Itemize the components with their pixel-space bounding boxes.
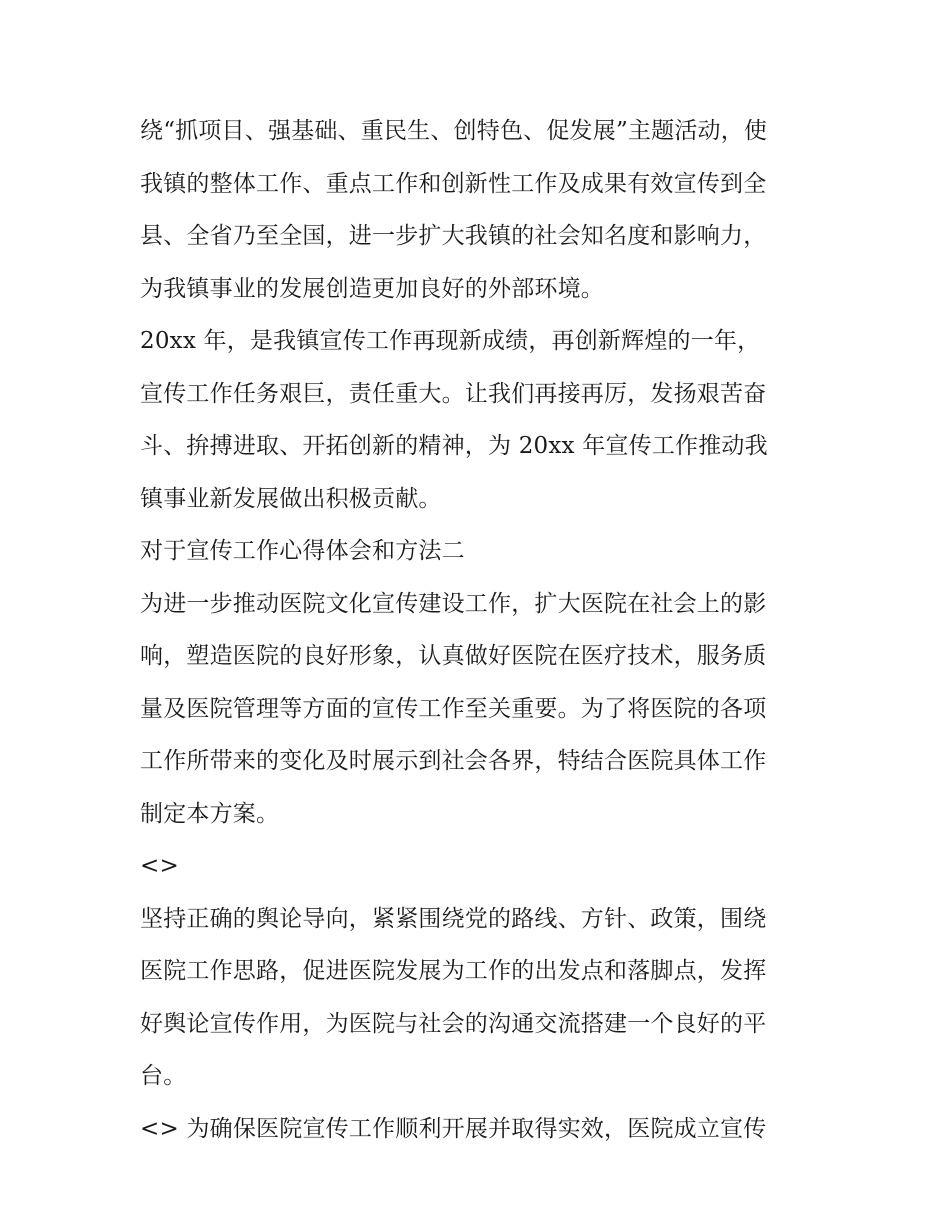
text-line: 制定本方案。 [140, 800, 280, 827]
document-body [140, 105, 820, 1155]
text-line: 绕“抓项目、强基础、重民生、创特色、促发展”主题活动，使 [140, 118, 768, 144]
text-line: 斗、拚搏进取、开拓创新的精神，为 20xx 年宣传工作推动我 [140, 433, 768, 459]
text-line: 响，塑造医院的良好形象，认真做好医院在医疗技术，服务质 [140, 643, 767, 669]
section-heading: 对于宣传工作心得体会和方法二 [140, 538, 465, 564]
text-line: 医院工作思路，促进医院发展为工作的出发点和落脚点，发挥 [140, 958, 767, 984]
text-line: 我镇的整体工作、重点工作和创新性工作及成果有效宣传到全 [140, 170, 767, 197]
text-line: 坚持正确的舆论导向，紧紧围绕党的路线、方针、政策，围绕 [140, 905, 767, 932]
text-line: 镇事业新发展做出积极贡献。 [140, 485, 442, 512]
text-line: 为进一步推动医院文化宣传建设工作，扩大医院在社会上的影 [140, 590, 767, 617]
text-line: 为我镇事业的发展创造更加良好的外部环境。 [140, 275, 604, 302]
text-line: 工作所带来的变化及时展示到社会各界，特结合医院具体工作 [140, 748, 767, 774]
text-line: 宣传工作任务艰巨，责任重大。让我们再接再厉，发扬艰苦奋 [140, 380, 767, 407]
text-line: 好舆论宣传作用，为医院与社会的沟通交流搭建一个良好的平 [140, 1010, 767, 1037]
placeholder-marker: <> [140, 853, 179, 879]
text-line: 县、全省乃至全国，进一步扩大我镇的社会知名度和影响力， [140, 223, 767, 249]
text-line: 量及医院管理等方面的宣传工作至关重要。为了将医院的各项 [140, 695, 767, 722]
text-line: 台。 [140, 1063, 187, 1089]
text-line: <> 为确保医院宣传工作顺利开展并取得实效，医院成立宣传 [140, 1115, 767, 1142]
text-line: 20xx 年，是我镇宣传工作再现新成绩，再创新辉煌的一年， [140, 328, 761, 354]
